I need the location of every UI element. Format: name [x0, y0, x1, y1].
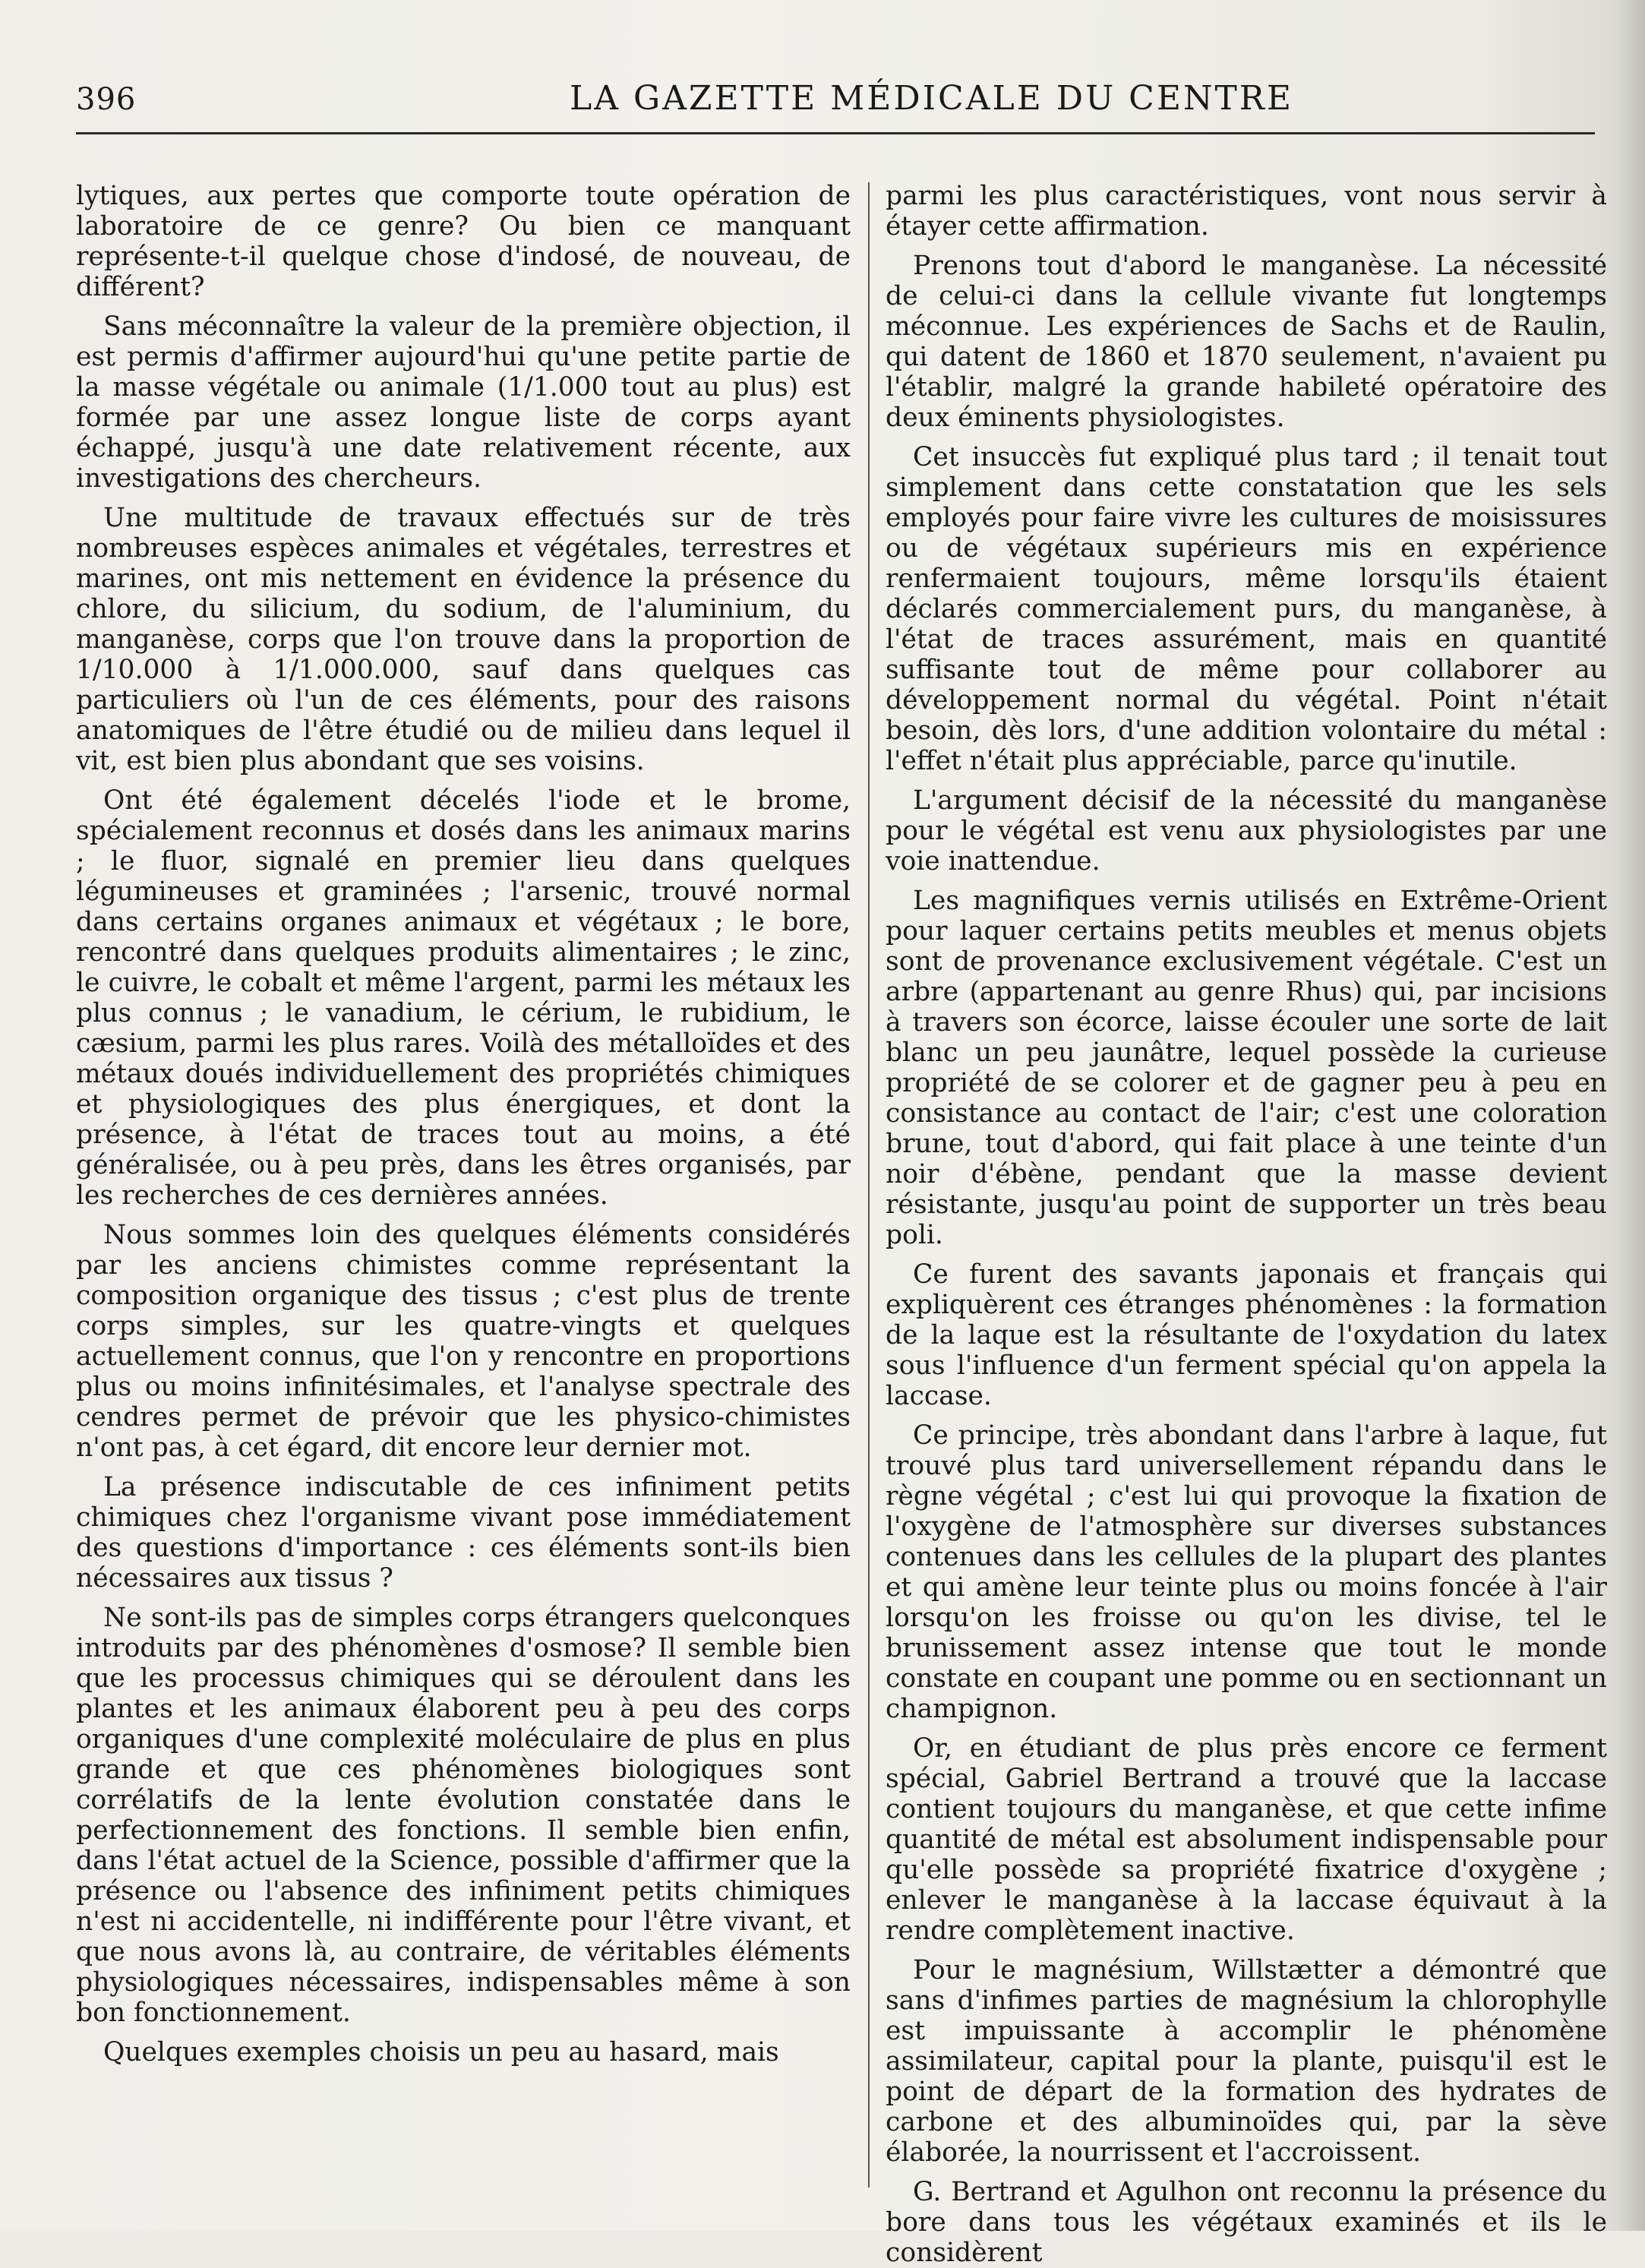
paragraph: L'argument décisif de la nécessité du manganèse pour le végétal est venu aux physiologistes par une voie inattendue.	[886, 785, 1607, 877]
left-column	[76, 181, 851, 2194]
page-edge-shadow	[1615, 0, 1645, 2231]
paragraph: Une multitude de travaux effectués sur de très nombreuses espèces animales et végétales, terrestres et marines, ont mis nettement en évidence la présence du chlore, du silicium, du sodium, de l'aluminium, du manganèse, corps que l'on trouve dans la proportion de 1/10.000 à 1/1.000.000, sauf dans quelques cas particuliers où l'un de ces éléments, pour des raisons anatomiques de l'être étudié ou de milieu dans lequel il vit, est bien plus abondant que ses voisins.	[76, 503, 851, 776]
paragraph: lytiques, aux pertes que comporte toute opération de laboratoire de ce genre? Ou bien ce manquant représente-t-il quelque chose d'indosé, de nouveau, de différent?	[76, 181, 851, 302]
journal-title: LA GAZETTE MÉDICALE DU CENTRE	[570, 79, 1294, 118]
paragraph: G. Bertrand et Agulhon ont reconnu la présence du bore dans tous les végétaux examinés et ils le considèrent	[886, 2177, 1607, 2268]
paragraph: Ce principe, très abondant dans l'arbre à laque, fut trouvé plus tard universellement répandu dans le règne végétal ; c'est lui qui provoque la fixation de l'oxygène de l'atmosphère sur diverses substances contenues dans les cellules de la plupart des plantes et qui amène leur teinte plus ou moins foncée à l'air lorsqu'on les froisse ou qu'on les divise, tel le brunissement assez intense que tout le monde constate en coupant une pomme ou en sectionnant un champignon.	[886, 1420, 1607, 1724]
column-divider	[868, 182, 870, 2187]
paragraph: Quelques exemples choisis un peu au hasard, mais	[103, 2037, 779, 2067]
paragraph: Prenons tout d'abord le manganèse. La nécessité de celui-ci dans la cellule vivante fut longtemps méconnue. Les expériences de Sachs et de Raulin, qui datent de 1860 et 1870 seulement, n'avaient pu l'établir, malgré la grande habileté opératoire des deux éminents physiologistes.	[886, 251, 1607, 433]
page-header	[76, 68, 1595, 137]
page-number: 396	[76, 82, 137, 117]
right-column	[886, 181, 1607, 2268]
paragraph: La présence indiscutable de ces infiniment petits chimiques chez l'organisme vivant pose immédiatement des questions d'importance : ces éléments sont-ils bien nécessaires aux tissus ?	[76, 1472, 851, 1594]
paragraph: Or, en étudiant de plus près encore ce ferment spécial, Gabriel Bertrand a trouvé que la laccase contient toujours du manganèse, et que cette infime quantité de métal est absolument indispensable pour qu'elle possède sa propriété fixatrice d'oxygène ; enlever le manganèse à la laccase équivaut à la rendre complètement inactive.	[886, 1733, 1607, 1946]
paragraph: Nous sommes loin des quelques éléments considérés par les anciens chimistes comme représentant la composition organique des tissus ; c'est plus de trente corps simples, sur les quatre-vingts et quelques actuellement connus, que l'on y rencontre en proportions plus ou moins infinitésimales, et l'analyse spectrale des cendres permet de prévoir que les physico-chimistes n'ont pas, à cet égard, dit encore leur dernier mot.	[76, 1220, 851, 1463]
paragraph: Ne sont-ils pas de simples corps étrangers quelconques introduits par des phénomènes d'osmose? Il semble bien que les processus chimiques qui se déroulent dans les plantes et les animaux élaborent peu à peu des corps organiques d'une complexité moléculaire de plus en plus grande et que ces phénomènes biologiques sont corrélatifs de la lente évolution constatée dans le perfectionnement des fonctions. Il semble bien enfin, dans l'état actuel de la Science, possible d'affirmer que la présence ou l'absence des infiniment petits chimiques n'est ni accidentelle, ni indifférente pour l'être vivant, et que nous avons là, au contraire, de véritables éléments physiologiques nécessaires, indispensables même à son bon fonctionnement.	[76, 1603, 851, 2028]
paragraph: Les magnifiques vernis utilisés en Extrême-Orient pour laquer certains petits meubles et menus objets sont de provenance exclusivement végétale. C'est un arbre (appartenant au genre Rhus) qui, par incisions à travers son écorce, laisse écouler une sorte de lait blanc un peu jaunâtre, lequel possède la curieuse propriété de se colorer et de gagner peu à peu en consistance au contact de l'air; c'est une coloration brune, tout d'abord, qui fait place à une teinte d'un noir d'ébène, pendant que la masse devient résistante, jusqu'au point de supporter un très beau poli.	[886, 886, 1607, 1250]
header-rule	[76, 132, 1595, 134]
paragraph: Ce furent des savants japonais et français qui expliquèrent ces étranges phénomènes : la formation de la laque est la résultante de l'oxydation du latex sous l'influence d'un ferment spécial qu'on appela la laccase.	[886, 1259, 1607, 1411]
paragraph: Cet insuccès fut expliqué plus tard ; il tenait tout simplement dans cette constatation que les sels employés pour faire vivre les cultures de moisissures ou de végétaux supérieurs mis en expérience renfermaient toujours, même lorsqu'ils étaient déclarés commercialement purs, du manganèse, à l'état de traces assurément, mais en quantité suffisante tout de même pour collaborer au développement normal du végétal. Point n'était besoin, dès lors, d'une addition volontaire du métal : l'effet n'était plus appréciable, parce qu'inutile.	[886, 442, 1607, 776]
paragraph: Ont été également décelés l'iode et le brome, spécialement reconnus et dosés dans les animaux marins ; le fluor, signalé en premier lieu dans quelques légumineuses et graminées ; l'arsenic, trouvé normal dans certains organes animaux et végétaux ; le bore, rencontré dans quelques produits alimentaires ; le zinc, le cuivre, le cobalt et même l'argent, parmi les métaux les plus connus ; le vanadium, le cérium, le rubidium, le cæsium, parmi les plus rares. Voilà des métalloïdes et des métaux doués individuellement des propriétés chimiques et physiologiques des plus énergiques, et dont la présence, à l'état de traces tout au moins, a été généralisée, ou à peu près, dans les êtres organisés, par les recherches de ces dernières années.	[76, 785, 851, 1211]
paragraph: parmi les plus caractéristiques, vont nous servir à étayer cette affirmation.	[886, 181, 1607, 242]
paragraph: Sans méconnaître la valeur de la première objection, il est permis d'affirmer aujourd'hui qu'une petite partie de la masse végétale ou animale (1/1.000 tout au plus) est formée par une assez longue liste de corps ayant échappé, jusqu'à une date relativement récente, aux investigations des chercheurs.	[76, 311, 851, 494]
paragraph: Pour le magnésium, Willstætter a démontré que sans d'infimes parties de magnésium la chlorophylle est impuissante à accomplir le phénomène assimilateur, capital pour la plante, puisqu'il est le point de départ de la formation des hydrates de carbone et des albuminoïdes qui, par la sève élaborée, la nourrissent et l'accroissent.	[886, 1955, 1607, 2168]
